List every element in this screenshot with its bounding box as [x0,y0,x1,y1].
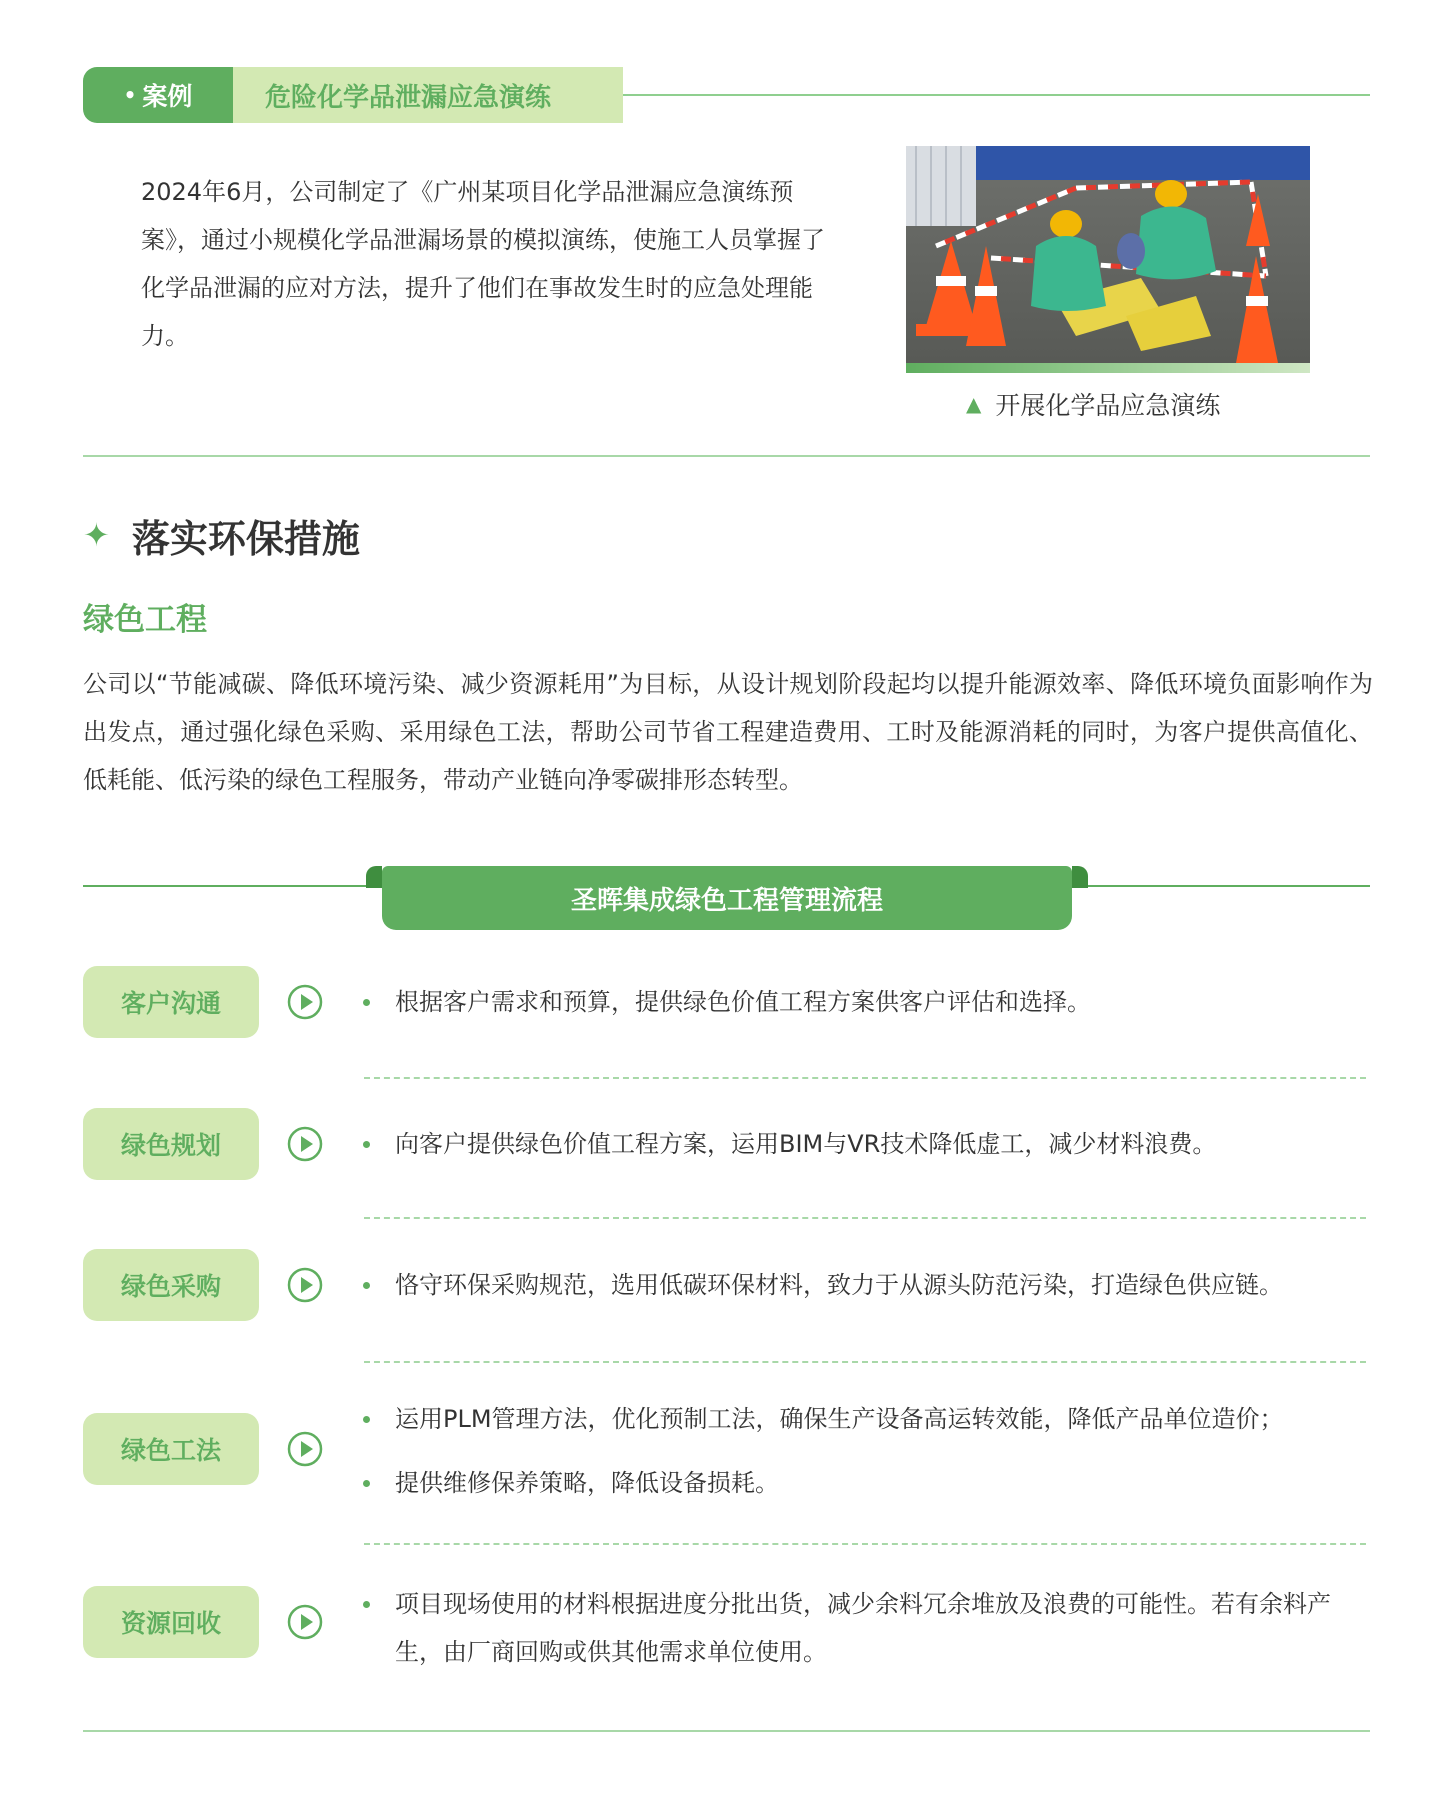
play-circle-icon [287,1267,323,1303]
dashed-divider [364,1217,1366,1219]
case-header [83,67,1370,123]
case-header-line [623,94,1370,96]
step-items [360,1120,1370,1168]
banner-ear-left [366,866,382,888]
step-label: 资源回收 [120,1609,221,1638]
play-circle-icon [287,1604,323,1640]
case-tag-label: 案例 [142,82,193,111]
step-items [360,1580,1370,1676]
case-tag [83,67,233,123]
section-title [83,505,360,565]
step-button-green-planning[interactable] [83,1108,259,1180]
step-item: 提供维修保养策略，降低设备损耗。 [360,1459,1370,1507]
step-label: 客户沟通 [120,989,221,1018]
banner-line-right [1072,885,1370,887]
step-items [360,1261,1370,1309]
play-circle-icon [287,984,323,1020]
section-title-text: 落实环保措施 [131,516,360,561]
case-title-text: 危险化学品泄漏应急演练 [265,82,552,113]
step-button-green-procurement[interactable] [83,1249,259,1321]
step-label: 绿色规划 [120,1131,221,1160]
step-items [360,978,1370,1026]
step-button-green-construction-method[interactable] [83,1413,259,1485]
banner-ear-right [1072,866,1088,888]
bullet-dot-icon: • [123,83,137,107]
banner-line-left [83,885,383,887]
dashed-divider [364,1077,1366,1079]
triangle-up-icon: ▲ [966,392,982,416]
drill-photo-illustration [906,146,1310,363]
step-label: 绿色采购 [120,1272,221,1301]
play-circle-icon [287,1431,323,1467]
step-label: 绿色工法 [120,1436,221,1465]
step-item: 项目现场使用的材料根据进度分批出货，减少余料冗余堆放及浪费的可能性。若有余料产生，由厂商回购或供其他需求单位使用。 [360,1580,1370,1676]
step-item: 根据客户需求和预算，提供绿色价值工程方案供客户评估和选择。 [360,978,1370,1026]
step-item: 向客户提供绿色价值工程方案，运用BIM与VR技术降低虚工，减少材料浪费。 [360,1120,1370,1168]
step-items [360,1395,1370,1507]
dashed-divider [364,1543,1366,1545]
sparkle-icon: ✦ [83,516,110,554]
section-body: 公司以“节能减碳、降低环境污染、减少资源耗用”为目标，从设计规划阶段起均以提升能源效率、降低环境负面影响作为出发点，通过强化绿色采购、采用绿色工法，帮助公司节省工程建造费用、工时及能源消耗的同时，为客户提供高值化、低耗能、低污染的绿色工程服务，带动产业链向净零碳排形态转型。 [83,670,1373,794]
case-description: 2024年6月，公司制定了《广州某项目化学品泄漏应急演练预案》，通过小规模化学品泄漏场景的模拟演练，使施工人员掌握了化学品泄漏的应对方法，提升了他们在事故发生时的应急处理能力。 [141,178,825,350]
step-item: 运用PLM管理方法，优化预制工法，确保生产设备高运转效能，降低产品单位造价； [360,1395,1370,1443]
play-circle-icon [287,1126,323,1162]
dashed-divider [364,1361,1366,1363]
photo-caption-text: 开展化学品应急演练 [995,391,1221,420]
step-button-customer-communication[interactable] [83,966,259,1038]
photo-accent-bar [906,363,1310,373]
section-divider [83,455,1370,457]
photo-caption [966,386,1286,422]
drill-photo [906,146,1310,363]
process-banner: 圣晖集成绿色工程管理流程 [382,866,1072,930]
step-button-resource-recycling[interactable] [83,1586,259,1658]
step-item: 恪守环保采购规范，选用低碳环保材料，致力于从源头防范污染，打造绿色供应链。 [360,1261,1370,1309]
sub-title: 绿色工程 [83,602,207,638]
case-title [233,67,623,123]
bottom-divider [83,1730,1370,1732]
